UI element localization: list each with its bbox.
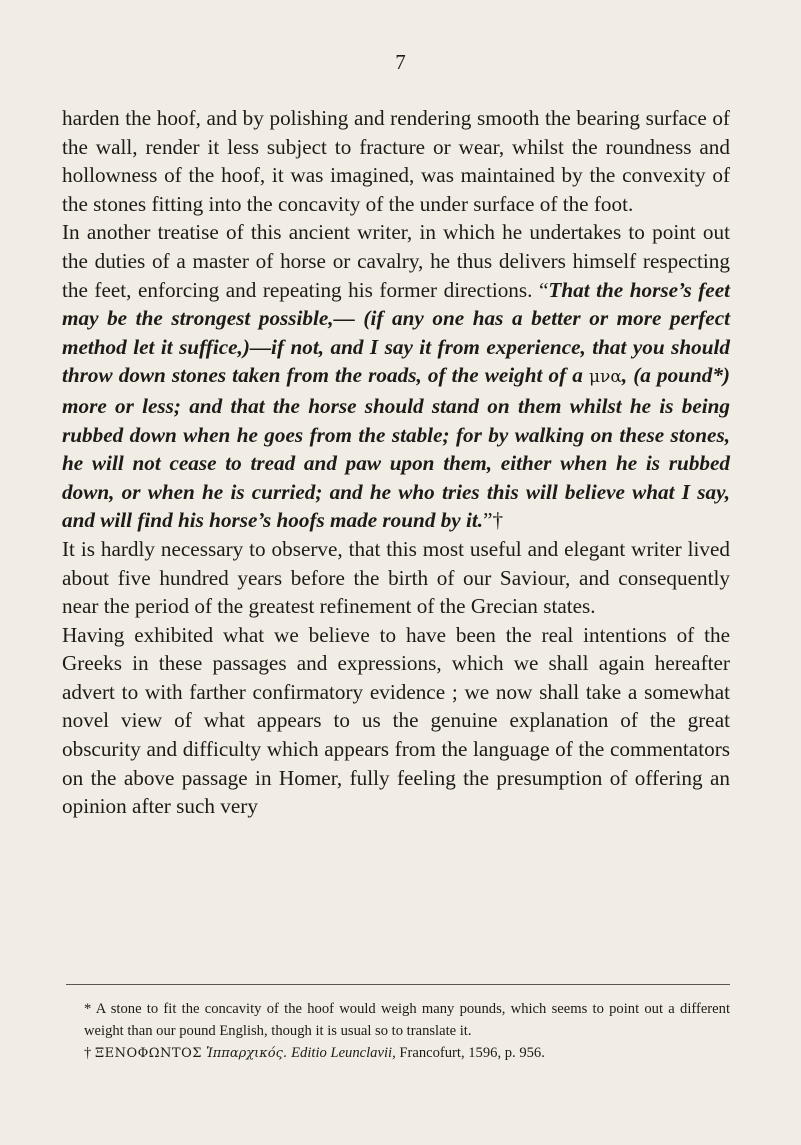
footnote-divider xyxy=(66,984,730,985)
footnote-dagger: † xyxy=(84,1045,95,1061)
quote-end-mark: ”† xyxy=(483,508,504,533)
treatise-intro: In another treatise of this ancient writer, in which he undertakes to point out the duties of a master of horse or cavalry, he thus delivers himself respecting the feet, enforcing and repeating his former directions. “ xyxy=(62,220,730,302)
footnote-xenophon-reference xyxy=(62,1042,730,1065)
footnotes xyxy=(62,998,730,1065)
footnote-place: Francofurt, 1596, p. 956. xyxy=(395,1045,545,1061)
paragraph-writer-period: It is hardly necessary to observe, that this most useful and elegant writer lived about five hundred years before the birth of our Saviour, and consequently near the period of the greatest refinement of the Grecian states. xyxy=(62,536,730,619)
footnote-stone-weight: * A stone to fit the concavity of the hoof would weigh many pounds, which seems to point out a different weight than our pound English, though it is usual so to translate it. xyxy=(84,1001,730,1039)
page-number: 7 xyxy=(395,50,406,74)
paragraph-treatise-quote xyxy=(62,218,730,535)
greek-word-mna: μνα xyxy=(588,367,622,388)
paragraph-homer-explanation: Having exhibited what we believe to have been the real intentions of the Greeks in these passages and expressions, which we shall again hereafter advert to with farther confirmatory evidence ; we now shall take a somewhat novel view of what appears to us the genuine explanation of the great obscurity and difficulty which appears from the language of the commentators on the above passage in Homer, fully feeling the presumption of offering an opinion after such very xyxy=(62,622,730,819)
footnote-work-title: Ἱππαρχικός. xyxy=(201,1046,292,1061)
footnote-edition: Editio Leunclavii, xyxy=(291,1045,396,1061)
body-text xyxy=(62,104,730,821)
quote-part-two: , (a pound*) more or less; and that the horse should stand on them whilst he is being rubbed down when he goes from the stable; for by walking on these stones, he will not cease to tread and paw upon them, either when he is rubbed down, or when he is curried; and he who tries this will believe what I say, and will find his horse’s hoofs made round by it. xyxy=(62,363,730,533)
footnote-author: ΞΕΝΟΦΩΝΤΟΣ xyxy=(94,1046,202,1061)
quote-part-one: That the horse’s feet may be the strongest possible,— (if any one has a better or more perfect method let it suffice,)—if not, and I say it from experience, that you should throw down stones taken from the roads, of the weight of a xyxy=(62,277,730,388)
paragraph-hoof-polishing: harden the hoof, and by polishing and rendering smooth the bearing surface of the wall, render it less subject to fracture or wear, whilst the roundness and hollowness of the hoof, it was imagined, was maintained by the convexity of the stones fitting into the concavity of the under surface of the foot. xyxy=(62,106,730,216)
